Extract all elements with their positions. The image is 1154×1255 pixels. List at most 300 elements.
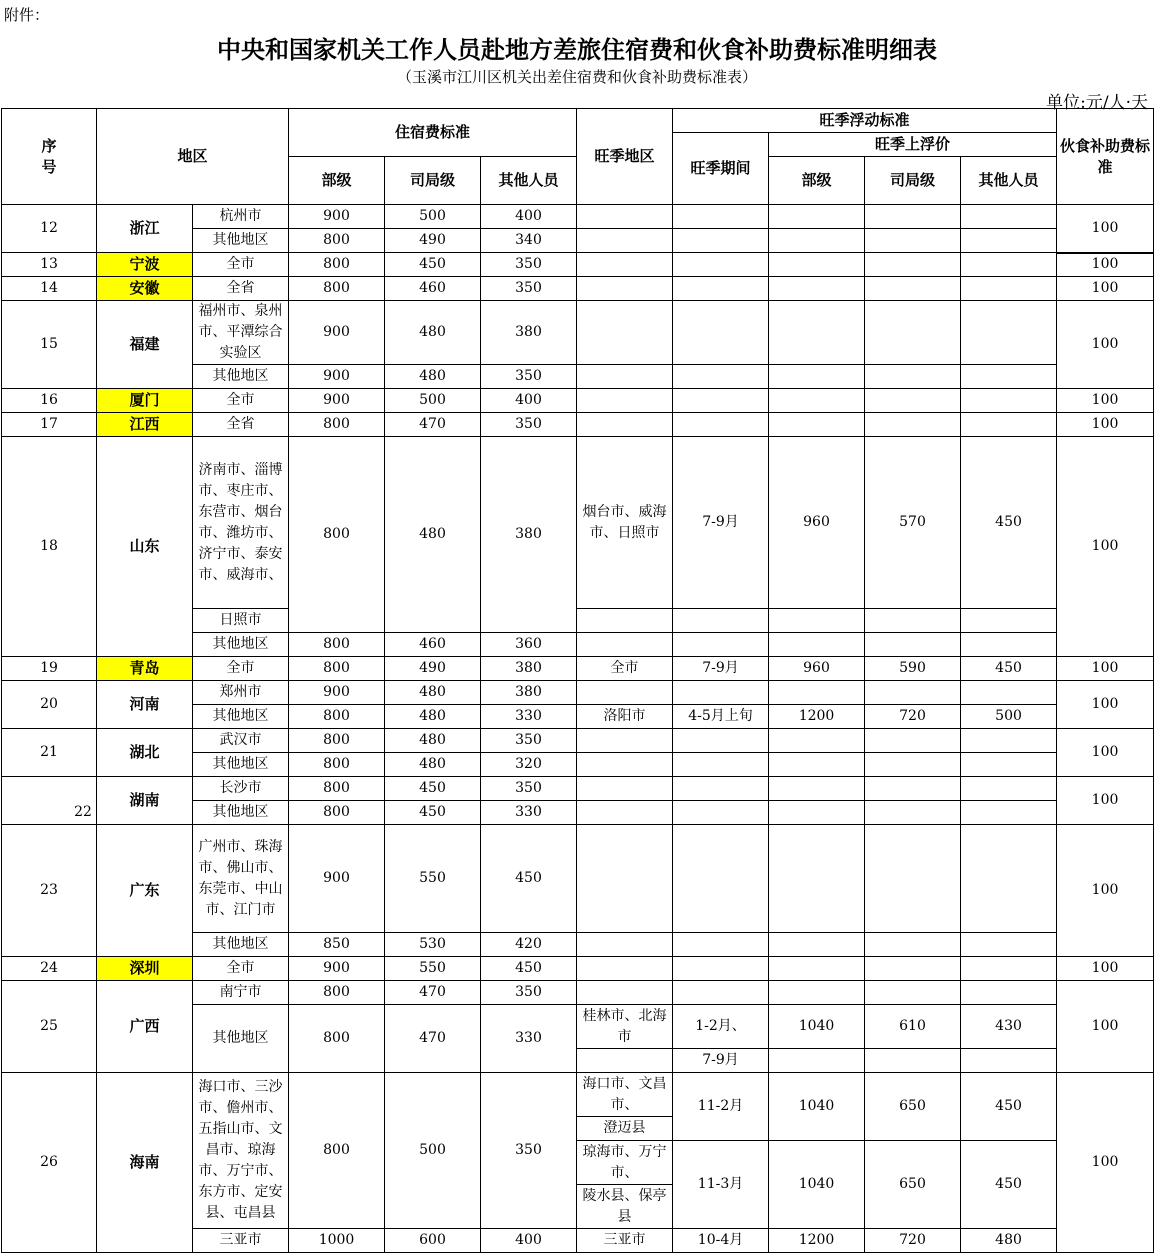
header-peak-ministerial: 部级: [769, 157, 865, 205]
row-seq: 24: [2, 957, 97, 981]
row-province: 宁波: [97, 253, 193, 277]
row-seq: 15: [2, 301, 97, 389]
peak-bureau: [865, 825, 961, 933]
peak-others: [961, 957, 1057, 981]
lodging-others: 400: [481, 1229, 577, 1253]
peak-ministerial: 1040: [769, 1073, 865, 1141]
table-row: [2, 301, 1154, 365]
peak-ministerial: [769, 981, 865, 1005]
peak-ministerial: [769, 205, 865, 229]
peak-ministerial: [769, 753, 865, 777]
meal-value: 100: [1057, 301, 1154, 389]
peak-ministerial: [769, 413, 865, 437]
peak-ministerial: [769, 229, 865, 253]
header-lodging: 住宿费标准: [289, 109, 577, 157]
page-title: 中央和国家机关工作人员赴地方差旅住宿费和伙食补助费标准明细表: [217, 35, 937, 64]
row-seq: 17: [2, 413, 97, 437]
peak-area: 洛阳市: [577, 705, 673, 729]
lodging-ministerial: 900: [289, 957, 385, 981]
lodging-bureau: 450: [385, 801, 481, 825]
row-area: 全市: [193, 957, 289, 981]
peak-others: 450: [961, 1141, 1057, 1229]
peak-period: [673, 957, 769, 981]
row-area: 全市: [193, 657, 289, 681]
row-province: 广东: [97, 825, 193, 957]
peak-ministerial: 960: [769, 657, 865, 681]
lodging-ministerial: 900: [289, 205, 385, 229]
peak-others: [961, 777, 1057, 801]
lodging-bureau: 480: [385, 365, 481, 389]
peak-area: [577, 389, 673, 413]
peak-bureau: [865, 389, 961, 413]
peak-bureau: 650: [865, 1141, 961, 1229]
peak-period: [673, 801, 769, 825]
peak-area: [577, 413, 673, 437]
lodging-bureau: 480: [385, 301, 481, 365]
row-area: 全市: [193, 253, 289, 277]
lodging-others: 320: [481, 753, 577, 777]
peak-others: 450: [961, 1073, 1057, 1141]
lodging-others: 330: [481, 1005, 577, 1073]
peak-area: 全市: [577, 657, 673, 681]
row-province: 湖南: [97, 777, 193, 825]
peak-ministerial: 1200: [769, 1229, 865, 1253]
lodging-ministerial: 800: [289, 1005, 385, 1073]
row-seq-text: 22: [74, 804, 92, 820]
lodging-bureau: 470: [385, 1005, 481, 1073]
lodging-bureau: 460: [385, 633, 481, 657]
row-seq: 16: [2, 389, 97, 413]
peak-bureau: [865, 277, 961, 301]
peak-area: [577, 729, 673, 753]
peak-ministerial: [769, 277, 865, 301]
meal-value: 100: [1057, 1073, 1154, 1253]
row-area: 南宁市: [193, 981, 289, 1005]
peak-bureau: [865, 609, 961, 633]
header-region: 地区: [97, 109, 289, 205]
header-others: 其他人员: [481, 157, 577, 205]
peak-period: 11-3月: [673, 1141, 769, 1229]
standards-table: [1, 108, 1154, 1253]
peak-ministerial: 1040: [769, 1005, 865, 1049]
row-area: 日照市: [193, 609, 289, 633]
peak-ministerial: [769, 633, 865, 657]
peak-period: 11-2月: [673, 1073, 769, 1141]
header-ministerial: 部级: [289, 157, 385, 205]
peak-period: [673, 277, 769, 301]
peak-others: [961, 729, 1057, 753]
lodging-bureau: 600: [385, 1229, 481, 1253]
table-row: [2, 253, 1154, 277]
peak-area: 陵水县、保亭县: [577, 1185, 673, 1229]
lodging-others: 350: [481, 1073, 577, 1229]
lodging-ministerial: 800: [289, 633, 385, 657]
row-area: 三亚市: [193, 1229, 289, 1253]
header-bureau: 司局级: [385, 157, 481, 205]
row-area: 其他地区: [193, 365, 289, 389]
row-seq: [2, 777, 97, 825]
lodging-others: 380: [481, 437, 577, 633]
row-seq: 26: [2, 1073, 97, 1253]
table-row: [2, 413, 1154, 437]
lodging-others: 340: [481, 229, 577, 253]
lodging-ministerial: 800: [289, 1073, 385, 1229]
lodging-others: 380: [481, 681, 577, 705]
peak-others: [961, 277, 1057, 301]
header-peak-region: 旺季地区: [577, 109, 673, 205]
row-area: 其他地区: [193, 1005, 289, 1073]
peak-ministerial: [769, 301, 865, 365]
lodging-ministerial: 800: [289, 981, 385, 1005]
peak-others: [961, 365, 1057, 389]
peak-period: 1-2月、: [673, 1005, 769, 1049]
peak-area: [577, 229, 673, 253]
lodging-others: 380: [481, 657, 577, 681]
row-seq: 21: [2, 729, 97, 777]
unit-label: 单位:元/人·天: [1046, 93, 1148, 113]
peak-others: [961, 633, 1057, 657]
peak-area: [577, 253, 673, 277]
peak-area: 烟台市、威海市、日照市: [577, 437, 673, 609]
lodging-others: 330: [481, 705, 577, 729]
peak-period: [673, 825, 769, 933]
peak-others: [961, 1049, 1057, 1073]
peak-area: [577, 365, 673, 389]
lodging-ministerial: 1000: [289, 1229, 385, 1253]
lodging-ministerial: 900: [289, 365, 385, 389]
peak-area: [577, 801, 673, 825]
header-peak-bureau: 司局级: [865, 157, 961, 205]
meal-value: 100: [1057, 277, 1154, 301]
lodging-ministerial: 900: [289, 389, 385, 413]
peak-area: 海口市、文昌市、: [577, 1073, 673, 1117]
peak-bureau: [865, 413, 961, 437]
lodging-others: 350: [481, 365, 577, 389]
row-area: 其他地区: [193, 753, 289, 777]
table-row: [2, 825, 1154, 933]
header-peak-period: 旺季期间: [673, 133, 769, 205]
peak-bureau: 610: [865, 1005, 961, 1049]
lodging-others: 350: [481, 777, 577, 801]
peak-area: 桂林市、北海市: [577, 1005, 673, 1049]
meal-value: 100: [1057, 253, 1154, 277]
lodging-ministerial: 800: [289, 801, 385, 825]
peak-area: [577, 957, 673, 981]
peak-area: 琼海市、万宁市、: [577, 1141, 673, 1185]
peak-area: [577, 1049, 673, 1073]
peak-period: [673, 609, 769, 633]
lodging-ministerial: 800: [289, 657, 385, 681]
peak-others: [961, 205, 1057, 229]
lodging-bureau: 450: [385, 777, 481, 801]
peak-bureau: [865, 1049, 961, 1073]
peak-period: [673, 777, 769, 801]
peak-others: 450: [961, 437, 1057, 609]
row-province: 深圳: [97, 957, 193, 981]
meal-value: 100: [1057, 681, 1154, 729]
peak-bureau: [865, 681, 961, 705]
row-area: 济南市、淄博市、枣庄市、东营市、烟台市、潍坊市、济宁市、泰安市、威海市、: [193, 437, 289, 609]
row-area: 其他地区: [193, 229, 289, 253]
peak-area: [577, 205, 673, 229]
row-seq: 19: [2, 657, 97, 681]
table-row: [2, 205, 1154, 229]
peak-period: [673, 253, 769, 277]
lodging-others: 330: [481, 801, 577, 825]
peak-area: 三亚市: [577, 1229, 673, 1253]
header-peak-others: 其他人员: [961, 157, 1057, 205]
peak-period: [673, 413, 769, 437]
lodging-bureau: 550: [385, 825, 481, 933]
lodging-others: 350: [481, 253, 577, 277]
lodging-bureau: 490: [385, 229, 481, 253]
meal-value: 100: [1057, 777, 1154, 825]
row-area: 全市: [193, 389, 289, 413]
lodging-others: 420: [481, 933, 577, 957]
lodging-bureau: 450: [385, 253, 481, 277]
page-subtitle: （玉溪市江川区机关出差住宿费和伙食补助费标准表）: [396, 68, 757, 86]
peak-period: [673, 301, 769, 365]
lodging-bureau: 480: [385, 705, 481, 729]
table-row: [2, 389, 1154, 413]
row-province: 厦门: [97, 389, 193, 413]
peak-area: 澄迈县: [577, 1117, 673, 1141]
peak-area: [577, 933, 673, 957]
lodging-others: 450: [481, 825, 577, 933]
peak-ministerial: 960: [769, 437, 865, 609]
row-area: 福州市、泉州市、平潭综合实验区: [193, 301, 289, 365]
peak-ministerial: 1200: [769, 705, 865, 729]
lodging-bureau: 530: [385, 933, 481, 957]
peak-area: [577, 609, 673, 633]
row-province: 海南: [97, 1073, 193, 1253]
lodging-bureau: 550: [385, 957, 481, 981]
row-area: 全省: [193, 277, 289, 301]
row-province: 青岛: [97, 657, 193, 681]
peak-area: [577, 301, 673, 365]
lodging-others: 350: [481, 981, 577, 1005]
row-area: 其他地区: [193, 801, 289, 825]
row-area: 长沙市: [193, 777, 289, 801]
peak-bureau: [865, 229, 961, 253]
peak-others: 430: [961, 1005, 1057, 1049]
header-seq: 序 号: [2, 109, 97, 205]
row-seq: 14: [2, 277, 97, 301]
peak-ministerial: [769, 609, 865, 633]
table-row: [2, 729, 1154, 753]
peak-others: [961, 413, 1057, 437]
lodging-ministerial: 800: [289, 729, 385, 753]
lodging-ministerial: 800: [289, 229, 385, 253]
row-province: 安徽: [97, 277, 193, 301]
lodging-others: 350: [481, 413, 577, 437]
row-province: 广西: [97, 981, 193, 1073]
row-province: 山东: [97, 437, 193, 657]
peak-bureau: 570: [865, 437, 961, 609]
peak-area: [577, 753, 673, 777]
row-province: 河南: [97, 681, 193, 729]
peak-others: [961, 253, 1057, 277]
peak-area: [577, 277, 673, 301]
peak-period: [673, 729, 769, 753]
attachment-label: 附件：: [4, 6, 50, 24]
lodging-bureau: 480: [385, 437, 481, 633]
peak-others: [961, 229, 1057, 253]
peak-area: [577, 633, 673, 657]
peak-area: [577, 981, 673, 1005]
lodging-bureau: 480: [385, 753, 481, 777]
row-area: 武汉市: [193, 729, 289, 753]
peak-bureau: [865, 933, 961, 957]
peak-bureau: [865, 729, 961, 753]
peak-period: [673, 229, 769, 253]
row-seq: 23: [2, 825, 97, 957]
peak-ministerial: [769, 1049, 865, 1073]
peak-others: 500: [961, 705, 1057, 729]
row-seq: 18: [2, 437, 97, 657]
peak-period: 10-4月: [673, 1229, 769, 1253]
lodging-ministerial: 800: [289, 437, 385, 633]
lodging-bureau: 480: [385, 729, 481, 753]
lodging-bureau: 500: [385, 1073, 481, 1229]
lodging-ministerial: 900: [289, 301, 385, 365]
lodging-others: 450: [481, 957, 577, 981]
meal-value: 100: [1057, 389, 1154, 413]
peak-bureau: [865, 633, 961, 657]
row-area: 其他地区: [193, 633, 289, 657]
lodging-ministerial: 800: [289, 413, 385, 437]
peak-period: 7-9月: [673, 437, 769, 609]
peak-area: [577, 825, 673, 933]
row-seq: 20: [2, 681, 97, 729]
lodging-ministerial: 850: [289, 933, 385, 957]
lodging-others: 380: [481, 301, 577, 365]
meal-value: 100: [1057, 413, 1154, 437]
peak-area: [577, 777, 673, 801]
row-area: 广州市、珠海市、佛山市、东莞市、中山市、江门市: [193, 825, 289, 933]
row-seq: 12: [2, 205, 97, 253]
lodging-others: 360: [481, 633, 577, 657]
peak-bureau: 650: [865, 1073, 961, 1141]
table-row: [2, 657, 1154, 681]
table-row: [2, 437, 1154, 609]
peak-others: [961, 933, 1057, 957]
lodging-ministerial: 800: [289, 753, 385, 777]
row-province: 湖北: [97, 729, 193, 777]
lodging-others: 350: [481, 729, 577, 753]
peak-period: [673, 981, 769, 1005]
row-area: 其他地区: [193, 933, 289, 957]
lodging-bureau: 480: [385, 681, 481, 705]
peak-others: [961, 609, 1057, 633]
peak-period: [673, 681, 769, 705]
peak-ministerial: 1040: [769, 1141, 865, 1229]
row-area: 郑州市: [193, 681, 289, 705]
lodging-bureau: 470: [385, 413, 481, 437]
meal-value: 100: [1057, 981, 1154, 1073]
row-area: 全省: [193, 413, 289, 437]
peak-period: 7-9月: [673, 657, 769, 681]
row-province: 福建: [97, 301, 193, 389]
meal-value: 100: [1057, 437, 1154, 657]
lodging-ministerial: 800: [289, 777, 385, 801]
header-float: 旺季浮动标准: [673, 109, 1057, 133]
peak-period: 7-9月: [673, 1049, 769, 1073]
peak-bureau: [865, 365, 961, 389]
peak-others: [961, 981, 1057, 1005]
peak-ministerial: [769, 957, 865, 981]
table-row: [2, 777, 1154, 801]
peak-bureau: [865, 957, 961, 981]
peak-ministerial: [769, 681, 865, 705]
peak-ministerial: [769, 729, 865, 753]
lodging-ministerial: 800: [289, 253, 385, 277]
peak-others: [961, 389, 1057, 413]
lodging-others: 400: [481, 205, 577, 229]
meal-value: 100: [1057, 657, 1154, 681]
peak-others: [961, 301, 1057, 365]
row-area: 杭州市: [193, 205, 289, 229]
peak-others: 450: [961, 657, 1057, 681]
peak-others: [961, 753, 1057, 777]
peak-bureau: 720: [865, 705, 961, 729]
peak-ministerial: [769, 801, 865, 825]
peak-ministerial: [769, 365, 865, 389]
peak-others: [961, 825, 1057, 933]
meal-value: 100: [1057, 205, 1154, 253]
peak-bureau: [865, 253, 961, 277]
peak-ministerial: [769, 389, 865, 413]
table-row: [2, 981, 1154, 1005]
lodging-others: 350: [481, 277, 577, 301]
table-row: [2, 1073, 1154, 1117]
row-province: 江西: [97, 413, 193, 437]
table-row: [2, 681, 1154, 705]
peak-period: [673, 633, 769, 657]
lodging-ministerial: 900: [289, 681, 385, 705]
peak-period: [673, 205, 769, 229]
row-seq: 25: [2, 981, 97, 1073]
row-province: 浙江: [97, 205, 193, 253]
peak-period: [673, 365, 769, 389]
meal-value: 100: [1057, 729, 1154, 777]
peak-bureau: 720: [865, 1229, 961, 1253]
peak-period: [673, 753, 769, 777]
peak-ministerial: [769, 933, 865, 957]
lodging-bureau: 460: [385, 277, 481, 301]
peak-bureau: [865, 801, 961, 825]
meal-value: 100: [1057, 825, 1154, 957]
lodging-bureau: 500: [385, 205, 481, 229]
row-seq: 13: [2, 253, 97, 277]
lodging-bureau: 490: [385, 657, 481, 681]
lodging-bureau: 470: [385, 981, 481, 1005]
lodging-bureau: 500: [385, 389, 481, 413]
peak-bureau: 590: [865, 657, 961, 681]
peak-ministerial: [769, 253, 865, 277]
peak-bureau: [865, 301, 961, 365]
peak-period: [673, 389, 769, 413]
table-row: [2, 957, 1154, 981]
meal-value: 100: [1057, 957, 1154, 981]
peak-bureau: [865, 753, 961, 777]
row-area: 海口市、三沙市、儋州市、五指山市、文昌市、琼海市、万宁市、东方市、定安县、屯昌县: [193, 1073, 289, 1229]
peak-period: [673, 933, 769, 957]
peak-bureau: [865, 205, 961, 229]
lodging-ministerial: 800: [289, 705, 385, 729]
peak-others: [961, 801, 1057, 825]
header-meal: 伙食补助费标准: [1057, 109, 1154, 205]
